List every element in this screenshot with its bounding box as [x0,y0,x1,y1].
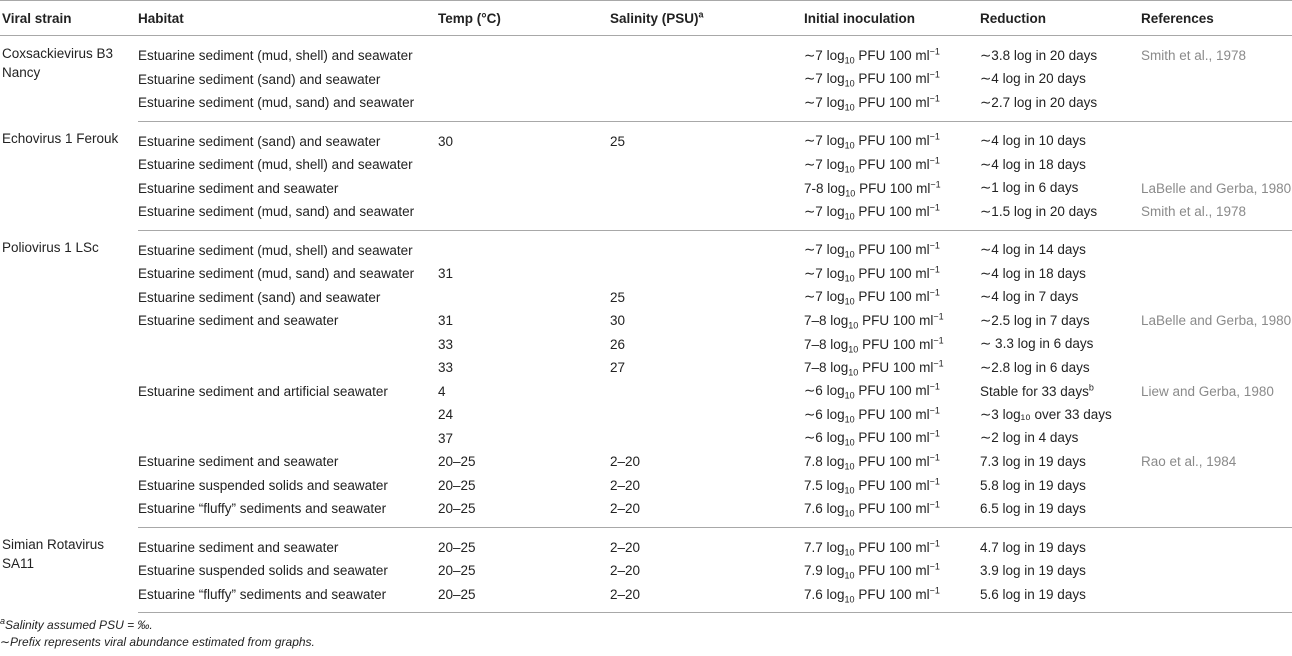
reference-cell [1141,497,1292,527]
reference-cell [1141,356,1292,380]
reference-cell [1141,333,1292,357]
table-row [0,583,1292,613]
inoculation-unit: PFU 100 ml [862,336,934,352]
habitat-cell [138,333,438,357]
reference-cell: Liew and Gerba, 1980 [1141,383,1274,399]
habitat-cell [138,427,438,451]
reduction-value: 5.8 log in 19 days [980,477,1086,493]
ml-exponent: −1 [929,561,940,572]
reduction-cell [980,403,1141,427]
log-base-subscript: 10 [844,140,855,151]
reference-cell: Rao et al., 1984 [1141,454,1237,470]
reduction-value: ∼3 log₁₀ over 33 days [980,406,1112,422]
initial-inoculation-cell [804,153,980,177]
ml-exponent: −1 [929,287,940,298]
table-row [0,450,1292,474]
inoculation-value: ∼7 log [804,94,845,110]
table-row [0,68,1292,92]
reference-cell [1141,559,1292,583]
table-row [0,333,1292,357]
ml-exponent: −1 [933,311,944,322]
initial-inoculation-cell [804,559,980,583]
habitat-cell: Estuarine sediment (mud, shell) and seawater [138,242,413,258]
inoculation-unit: PFU 100 ml [858,406,930,422]
initial-inoculation-cell [804,497,980,527]
temp-cell: 4 [438,383,446,399]
table-body [0,36,1292,613]
initial-inoculation-cell [804,583,980,613]
reference-cell [1141,427,1292,451]
header-initial-inoculation: Initial inoculation [804,1,980,36]
habitat-cell: Estuarine suspended solids and seawater [138,477,388,493]
table-row [0,527,1292,559]
ml-exponent: −1 [929,264,940,275]
reference-cell [1141,527,1292,559]
table-row [0,356,1292,380]
reduction-value: 5.6 log in 19 days [980,586,1086,602]
inoculation-value: ∼7 log [804,265,845,281]
reduction-cell [980,356,1141,380]
temp-cell [438,36,610,68]
inoculation-unit: PFU 100 ml [858,563,930,579]
inoculation-unit: PFU 100 ml [858,47,930,63]
salinity-cell [610,200,804,230]
reduction-footnote-mark: b [1088,382,1094,393]
reference-cell [1141,262,1292,286]
habitat-cell: Estuarine sediment (mud, sand) and seawater [138,266,415,282]
ml-exponent: −1 [930,179,941,190]
habitat-cell [138,356,438,380]
reduction-value: ∼4 log in 18 days [980,265,1086,281]
viral-strain-cell: Poliovirus 1 LSc [2,240,99,255]
reduction-cell [980,153,1141,177]
reduction-cell [980,121,1141,153]
initial-inoculation-cell [804,286,980,310]
reduction-value: ∼ 3.3 log in 6 days [980,336,1094,352]
inoculation-value: 7.6 log [804,586,845,602]
salinity-cell [610,91,804,121]
footnote-a-mark: a [0,616,6,626]
temp-cell: 20–25 [438,454,476,470]
initial-inoculation-cell [804,333,980,357]
salinity-cell: 25 [610,289,626,305]
reduction-value: ∼3.8 log in 20 days [980,47,1098,63]
inoculation-value: ∼6 log [804,383,845,399]
inoculation-unit: PFU 100 ml [858,539,930,555]
reference-cell [1141,230,1292,262]
temp-cell: 33 [438,336,454,352]
table-row [0,91,1292,121]
temp-cell [438,153,610,177]
inoculation-unit: PFU 100 ml [862,360,934,376]
inoculation-unit: PFU 100 ml [858,477,930,493]
inoculation-value: 7.8 log [804,454,845,470]
log-base-subscript: 10 [845,188,856,199]
temp-cell: 31 [438,313,454,329]
reduction-cell [980,177,1141,201]
ml-exponent: −1 [929,499,940,510]
reduction-value: ∼2.8 log in 6 days [980,359,1090,375]
header-row [0,1,1292,36]
log-base-subscript: 10 [844,594,855,605]
salinity-cell [610,262,804,286]
initial-inoculation-cell [804,200,980,230]
inoculation-value: 7-8 log [804,180,846,196]
temp-cell: 20–25 [438,563,476,579]
table-row [0,121,1292,153]
reduction-value: 7.3 log in 19 days [980,454,1086,470]
salinity-cell [610,380,804,404]
temp-cell: 37 [438,430,454,446]
reduction-value: ∼2.7 log in 20 days [980,94,1098,110]
inoculation-value: ∼7 log [804,289,845,305]
header-salinity-label: Salinity (PSU) [610,10,699,26]
log-base-subscript: 10 [844,485,855,496]
salinity-cell: 2–20 [610,454,641,470]
header-salinity [610,1,804,36]
log-base-subscript: 10 [844,414,855,425]
reference-cell: Smith et al., 1978 [1141,200,1292,230]
table-row [0,153,1292,177]
reduction-cell [980,309,1141,333]
ml-exponent: −1 [929,476,940,487]
inoculation-value: ∼7 log [804,156,845,172]
ml-exponent: −1 [929,46,940,57]
reduction-value: ∼4 log in 7 days [980,289,1079,305]
reduction-cell [980,474,1141,498]
ml-exponent: −1 [929,452,940,463]
habitat-cell: Estuarine sediment (mud, shell) and seawater [138,157,413,173]
header-reduction: Reduction [980,1,1141,36]
footnote-a-text: Salinity assumed PSU = ‰. [5,618,153,632]
header-viral-strain: Viral strain [0,1,138,36]
initial-inoculation-cell [804,262,980,286]
reference-cell: Smith et al., 1978 [1141,48,1247,64]
initial-inoculation-cell [804,527,980,559]
reference-cell [1141,91,1292,121]
habitat-cell: Estuarine “fluffy” sediments and seawater [138,497,438,527]
inoculation-unit: PFU 100 ml [858,203,930,219]
reduction-value: Stable for 33 days [980,383,1089,399]
temp-cell: 33 [438,360,454,376]
temp-cell: 30 [438,133,454,149]
inoculation-unit: PFU 100 ml [859,180,931,196]
log-base-subscript: 10 [844,273,855,284]
ml-exponent: −1 [929,155,940,166]
reduction-cell [980,497,1141,527]
reduction-cell [980,527,1141,559]
table-row [0,200,1292,230]
log-base-subscript: 10 [844,461,855,472]
reduction-value: 4.7 log in 19 days [980,539,1086,555]
habitat-cell: Estuarine sediment (sand) and seawater [138,133,381,149]
header-salinity-footnote-mark: a [698,9,704,19]
initial-inoculation-cell [804,403,980,427]
ml-exponent: −1 [929,69,940,80]
ml-exponent: −1 [929,405,940,416]
log-base-subscript: 10 [848,367,859,378]
reference-cell [1141,583,1292,613]
inoculation-value: 7.6 log [804,501,845,517]
habitat-cell: Estuarine “fluffy” sediments and seawater [138,583,438,613]
habitat-cell: Estuarine sediment and seawater [138,180,339,196]
inoculation-unit: PFU 100 ml [858,383,930,399]
table-row [0,403,1292,427]
ml-exponent: −1 [929,202,940,213]
habitat-cell: Estuarine sediment (mud, sand) and seawater [138,200,438,230]
inoculation-unit: PFU 100 ml [858,501,930,517]
reduction-cell [980,380,1141,404]
initial-inoculation-cell [804,450,980,474]
initial-inoculation-cell [804,36,980,68]
inoculation-unit: PFU 100 ml [862,313,934,329]
table-row [0,559,1292,583]
log-base-subscript: 10 [848,320,859,331]
temp-cell [438,68,610,92]
reduction-cell [980,68,1141,92]
habitat-cell: Estuarine suspended solids and seawater [138,563,388,579]
viral-strain-cell: Echovirus 1 Ferouk [2,131,119,146]
log-base-subscript: 10 [844,102,855,113]
reduction-cell [980,559,1141,583]
inoculation-value: 7–8 log [804,313,849,329]
salinity-cell [610,177,804,201]
habitat-cell: Estuarine sediment and seawater [138,454,339,470]
habitat-cell: Estuarine sediment (sand) and seawater [138,289,381,305]
reduction-value: ∼4 log in 20 days [980,71,1086,87]
habitat-cell: Estuarine sediment (mud, shell) and seawater [138,48,413,64]
table-footnotes [0,617,1292,651]
initial-inoculation-cell [804,68,980,92]
temp-cell: 20–25 [438,477,476,493]
inoculation-unit: PFU 100 ml [858,242,930,258]
reduction-value: 6.5 log in 19 days [980,501,1086,517]
inoculation-unit: PFU 100 ml [858,586,930,602]
inoculation-value: ∼7 log [804,133,845,149]
habitat-cell: Estuarine sediment and artificial seawater [138,383,388,399]
reduction-cell [980,36,1141,68]
log-base-subscript: 10 [844,570,855,581]
temp-cell [438,91,610,121]
salinity-cell: 2–20 [610,477,641,493]
reduction-value: ∼1.5 log in 20 days [980,203,1098,219]
reduction-cell [980,450,1141,474]
reference-cell [1141,68,1292,92]
temp-cell [438,200,610,230]
salinity-cell: 30 [610,313,626,329]
initial-inoculation-cell [804,427,980,451]
log-base-subscript: 10 [844,390,855,401]
header-habitat: Habitat [138,1,438,36]
inoculation-unit: PFU 100 ml [858,156,930,172]
log-base-subscript: 10 [844,164,855,175]
log-base-subscript: 10 [844,296,855,307]
ml-exponent: −1 [929,131,940,142]
ml-exponent: −1 [933,335,944,346]
initial-inoculation-cell [804,309,980,333]
reduction-cell [980,200,1141,230]
reduction-value: ∼1 log in 6 days [980,180,1079,196]
reference-cell [1141,286,1292,310]
table-row [0,262,1292,286]
salinity-cell [610,403,804,427]
reduction-cell [980,427,1141,451]
inoculation-value: ∼7 log [804,242,845,258]
ml-exponent: −1 [929,381,940,392]
reduction-cell [980,262,1141,286]
table-row [0,309,1292,333]
inoculation-unit: PFU 100 ml [858,265,930,281]
ml-exponent: −1 [929,538,940,549]
log-base-subscript: 10 [844,508,855,519]
footnote-tilde: ∼Prefix represents viral abundance estimated from graphs. [0,635,315,649]
reference-cell [1141,121,1292,153]
initial-inoculation-cell [804,121,980,153]
ml-exponent: −1 [929,428,940,439]
ml-exponent: −1 [929,93,940,104]
inoculation-value: 7–8 log [804,336,849,352]
inoculation-unit: PFU 100 ml [858,71,930,87]
table-row [0,36,1292,68]
habitat-cell: Estuarine sediment and seawater [138,539,339,555]
inoculation-value: 7.7 log [804,539,845,555]
initial-inoculation-cell [804,474,980,498]
table-row [0,380,1292,404]
inoculation-value: 7.9 log [804,563,845,579]
table-row [0,286,1292,310]
inoculation-unit: PFU 100 ml [858,430,930,446]
reference-cell: LaBelle and Gerba, 1980 [1141,313,1292,329]
inoculation-value: ∼7 log [804,71,845,87]
reference-cell [1141,153,1292,177]
reduction-cell [980,286,1141,310]
table-row [0,474,1292,498]
initial-inoculation-cell [804,230,980,262]
salinity-cell: 2–20 [610,563,641,579]
habitat-cell: Estuarine sediment and seawater [138,313,339,329]
temp-cell [438,177,610,201]
table-row [0,177,1292,201]
reduction-value: ∼4 log in 18 days [980,156,1086,172]
log-base-subscript: 10 [844,78,855,89]
inoculation-value: 7–8 log [804,360,849,376]
reduction-cell [980,333,1141,357]
header-temp: Temp (°C) [438,1,610,36]
temp-cell: 24 [438,407,454,423]
salinity-cell: 25 [610,133,626,149]
habitat-cell: Estuarine sediment (mud, sand) and seawater [138,91,438,121]
inoculation-unit: PFU 100 ml [858,94,930,110]
inoculation-value: ∼7 log [804,47,845,63]
viral-strain-cell: Coxsackievirus B3 Nancy [2,46,114,80]
reduction-cell [980,583,1141,613]
temp-cell [438,230,610,262]
temp-cell [438,286,610,310]
reduction-value: 3.9 log in 19 days [980,563,1086,579]
salinity-cell: 26 [610,336,626,352]
table-row [0,230,1292,262]
reference-cell: LaBelle and Gerba, 1980 [1141,180,1292,196]
salinity-cell: 2–20 [610,497,804,527]
reference-cell [1141,403,1292,427]
habitat-cell: Estuarine sediment (sand) and seawater [138,71,381,87]
ml-exponent: −1 [929,240,940,251]
reduction-value: ∼2 log in 4 days [980,430,1079,446]
ml-exponent: −1 [929,585,940,596]
salinity-cell: 2–20 [610,583,804,613]
viral-strain-cell: Simian Rotavirus SA11 [2,537,105,571]
log-base-subscript: 10 [844,437,855,448]
inoculation-unit: PFU 100 ml [858,289,930,305]
salinity-cell: 2–20 [610,539,641,555]
salinity-cell: 27 [610,360,626,376]
log-base-subscript: 10 [844,55,855,66]
inoculation-value: ∼6 log [804,406,845,422]
inoculation-unit: PFU 100 ml [858,454,930,470]
temp-cell: 20–25 [438,497,610,527]
footnote-a [0,617,1292,634]
initial-inoculation-cell [804,356,980,380]
initial-inoculation-cell [804,380,980,404]
log-base-subscript: 10 [844,211,855,222]
salinity-cell [610,230,804,262]
inoculation-value: ∼6 log [804,430,845,446]
salinity-cell [610,68,804,92]
reduction-value: ∼4 log in 14 days [980,242,1086,258]
inoculation-unit: PFU 100 ml [858,133,930,149]
reduction-value: ∼4 log in 10 days [980,133,1086,149]
reduction-cell [980,230,1141,262]
salinity-cell [610,36,804,68]
table-row [0,427,1292,451]
log-base-subscript: 10 [844,249,855,260]
reduction-value: ∼2.5 log in 7 days [980,312,1090,328]
table-row [0,497,1292,527]
log-base-subscript: 10 [848,344,859,355]
header-references: References [1141,1,1292,36]
temp-cell: 20–25 [438,539,476,555]
log-base-subscript: 10 [844,547,855,558]
salinity-cell [610,427,804,451]
ml-exponent: −1 [933,358,944,369]
inoculation-value: 7.5 log [804,477,845,493]
initial-inoculation-cell [804,177,980,201]
temp-cell: 31 [438,266,454,282]
salinity-cell [610,153,804,177]
habitat-cell [138,403,438,427]
reduction-cell [980,91,1141,121]
initial-inoculation-cell [804,91,980,121]
temp-cell: 20–25 [438,583,610,613]
inoculation-value: ∼7 log [804,203,845,219]
reference-cell [1141,474,1292,498]
